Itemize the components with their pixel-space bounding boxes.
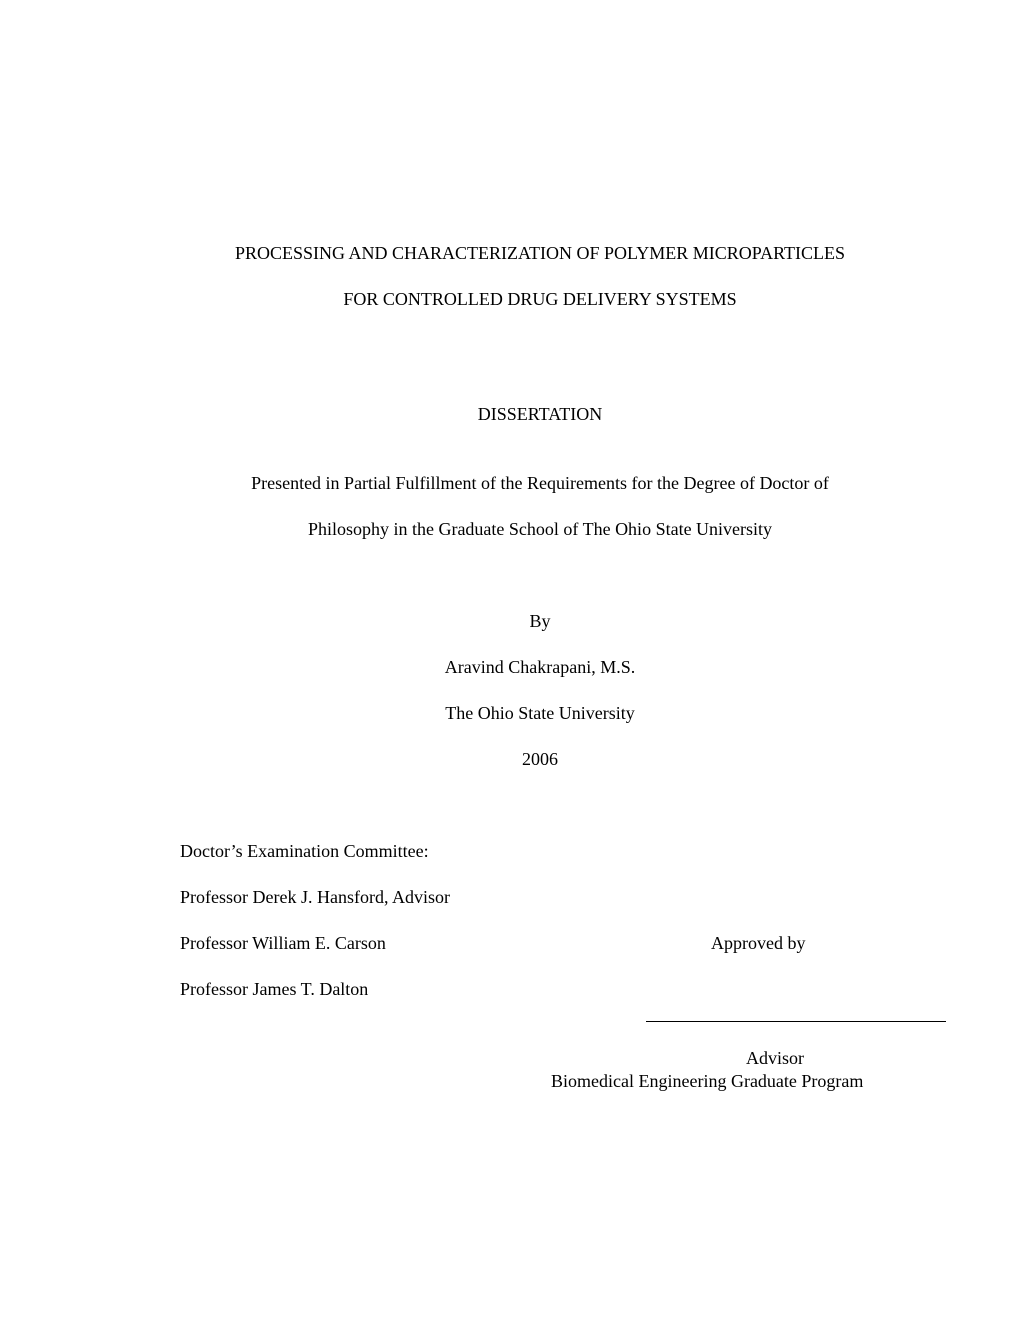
approved-by-label: Approved by bbox=[711, 933, 806, 953]
author-name: Aravind Chakrapani, M.S. bbox=[444, 657, 636, 677]
committee-member-3: Professor James T. Dalton bbox=[180, 979, 369, 999]
presented-line-2: Philosophy in the Graduate School of The Ohio State University bbox=[307, 519, 773, 539]
committee-member-1: Professor Derek J. Hansford, Advisor bbox=[180, 887, 450, 907]
by-label: By bbox=[529, 611, 551, 631]
year: 2006 bbox=[522, 749, 558, 769]
signature-role: Advisor bbox=[746, 1048, 804, 1068]
document-type: DISSERTATION bbox=[477, 404, 603, 424]
title-line-2: FOR CONTROLLED DRUG DELIVERY SYSTEMS bbox=[343, 289, 737, 309]
signature-line bbox=[646, 1021, 946, 1022]
committee-member-2: Professor William E. Carson bbox=[180, 933, 386, 953]
institution: The Ohio State University bbox=[445, 703, 635, 723]
presented-line-1: Presented in Partial Fulfillment of the Requirements for the Degree of Doctor of bbox=[251, 473, 829, 493]
graduate-program: Biomedical Engineering Graduate Program bbox=[551, 1071, 864, 1091]
committee-heading: Doctor’s Examination Committee: bbox=[180, 841, 429, 861]
title-line-1: PROCESSING AND CHARACTERIZATION OF POLYMER MICROPARTICLES bbox=[234, 243, 846, 263]
